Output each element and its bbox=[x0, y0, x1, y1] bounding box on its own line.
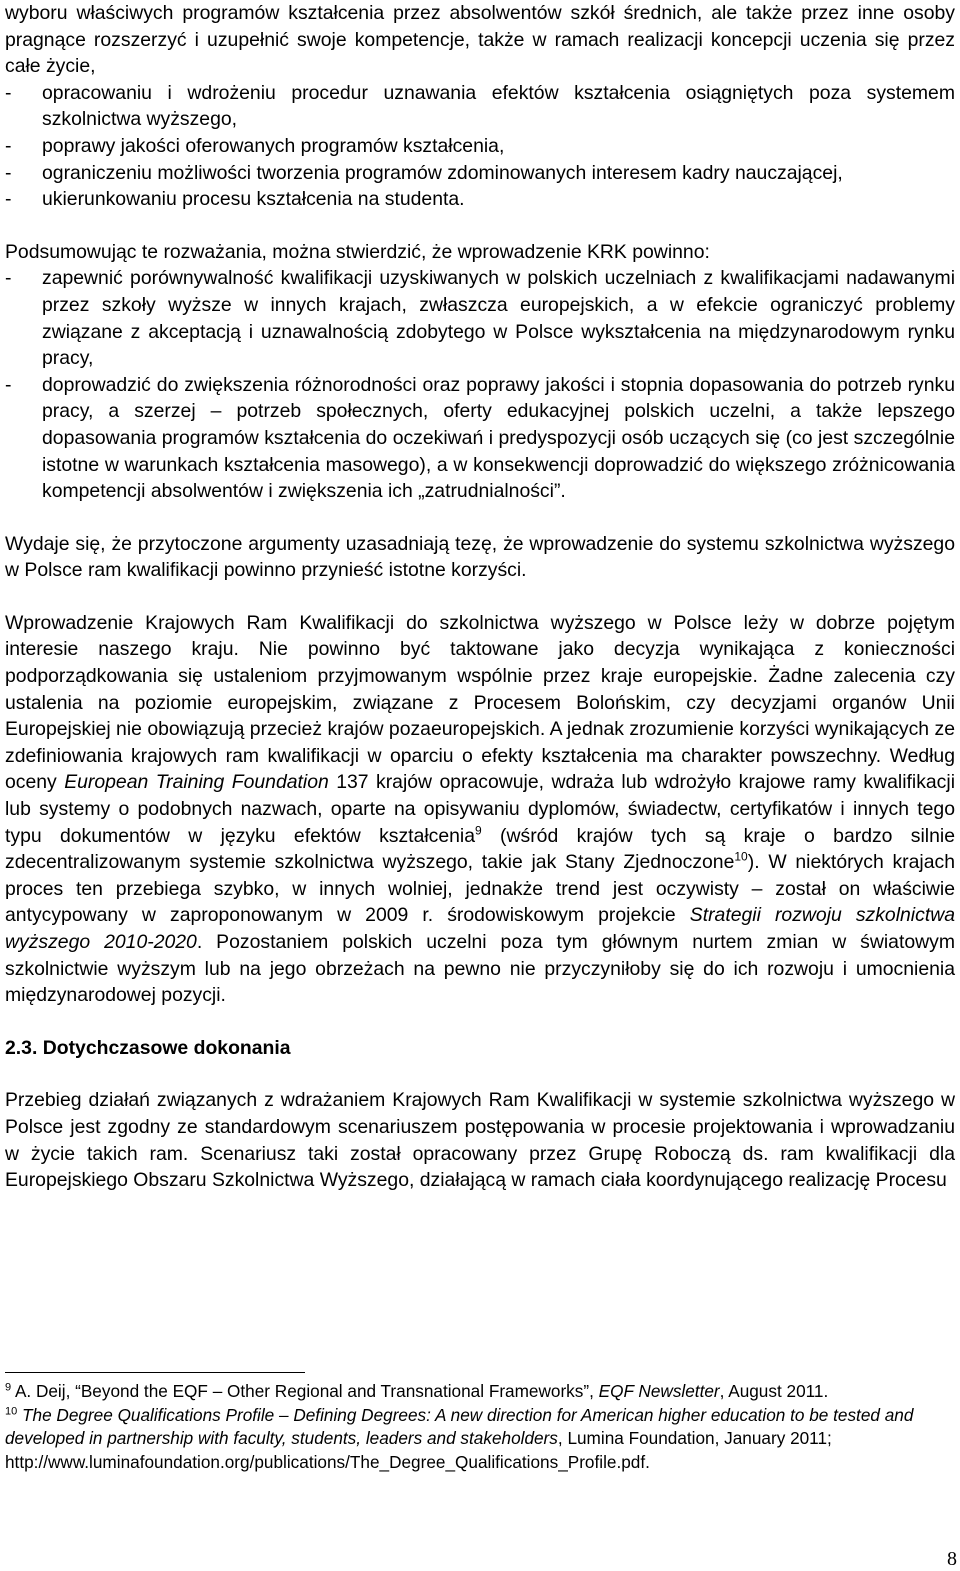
benefit-list bbox=[5, 80, 955, 213]
list-dash: - bbox=[5, 188, 12, 211]
list-item-text: ograniczeniu możliwości tworzenia programów zdominowanych interesem kadry nauczającej, bbox=[42, 161, 843, 184]
spacer bbox=[5, 1009, 955, 1035]
main-text-a: Wprowadzenie Krajowych Ram Kwalifikacji do szkolnictwa wyższego w Polsce leży w dobrze pojętym interesie naszego kraju. Nie powinno być taktowane jako decyzja wynikająca z konieczności podporządkowania się ustaleniom przyjmowanym wspólnie przez kraje europejskie. Żadne zalecenia czy ustalenia na poziomie europejskim, związane z Procesem Bolońskim, czy decyzjami organów Unii Europejskiej nie obowiązują przecież krajów pozaeuropejskich. A jednak zrozumienie korzyści wynikających ze zdefiniowania krajowych ram kwalifikacji w oparciu o efekty kształcenia ma charakter powszechny. Według oceny bbox=[5, 611, 955, 794]
thesis-paragraph: Wydaje się, że przytoczone argumenty uzasadniają tezę, że wprowadzenie do systemu szkolnictwa wyższego w Polsce ram kwalifikacji powinno przynieść istotne korzyści. bbox=[5, 532, 955, 582]
footnote-url[interactable]: http://www.luminafoundation.org/publications/The_Degree_Qualifications_Profile.pdf. bbox=[5, 1451, 650, 1472]
document-page bbox=[5, 0, 955, 1472]
spacer bbox=[5, 584, 955, 610]
section-heading: 2.3. Dotychczasowe dokonania bbox=[5, 1036, 291, 1059]
list-dash: - bbox=[5, 134, 12, 157]
footnote-ref-9[interactable]: 9 bbox=[475, 823, 482, 838]
main-text-d: ). W niektórych krajach proces ten przebiega szybko, w innych wolniej, jednakże trend jest oczywisty – został on właściwie antycypowany w zaproponowanym w 2009 r. środowiskowym projekcie bbox=[5, 851, 955, 927]
summary-intro: Podsumowując te rozważania, można stwierdzić, że wprowadzenie KRK powinno: bbox=[5, 240, 710, 263]
spacer bbox=[5, 505, 955, 531]
list-item-text: poprawy jakości oferowanych programów kształcenia, bbox=[42, 134, 505, 157]
intro-continuation: wyboru właściwych programów kształcenia przez absolwentów szkół średnich, ale także przez inne osoby pragnące rozszerzyć i uzupełnić swoje kompetencje, także w ramach realizacji koncepcji uczenia się przez całe życie, bbox=[5, 2, 955, 78]
list-item bbox=[5, 265, 955, 371]
summary-list bbox=[5, 265, 955, 504]
list-item bbox=[5, 186, 955, 213]
main-text-c: (wśród krajów tych są kraje o bardzo silnie zdecentralizowanym systemie szkolnictwa wyższego, takie jak Stany Zjednoczone bbox=[5, 824, 955, 874]
list-item bbox=[5, 372, 955, 505]
main-text-b: 137 krajów opracowuje, wdraża lub wdrożyło krajowe ramy kwalifikacji lub systemy o podobnych nazwach, oparte na opisywaniu dyplomów, świadectw, certyfikatów i innych tego typu dokumentów w języku efektów kształcenia bbox=[5, 771, 955, 847]
footnote-ref-10[interactable]: 10 bbox=[734, 849, 748, 864]
last-paragraph: Przebieg działań związanych z wdrażaniem Krajowych Ram Kwalifikacji w systemie szkolnictwa wyższego w Polsce jest zgodny ze standardowym scenariuszem postępowania w procesie projektowania i wprowadzaniu w życie takich ram. Scenariusz taki został opracowany przez Grupę Roboczą ds. ram kwalifikacji dla Europejskiego Obszaru Szkolnictwa Wyższego, działającą w ramach ciała koordynującego realizację Procesu bbox=[5, 1089, 955, 1192]
footnote-text: , August 2011. bbox=[719, 1381, 829, 1401]
list-dash: - bbox=[5, 81, 12, 104]
footnote-9 bbox=[5, 1380, 955, 1404]
spacer bbox=[5, 1061, 955, 1087]
list-dash: - bbox=[5, 267, 12, 290]
list-item-text: opracowaniu i wdrożeniu procedur uznawania efektów kształcenia osiągniętych poza systemem szkolnictwa wyższego, bbox=[42, 81, 955, 131]
list-item bbox=[5, 80, 955, 133]
main-paragraph bbox=[5, 610, 955, 1009]
footnote-text: , Lumina Foundation, January 2011; bbox=[557, 1428, 832, 1448]
main-text-e: . Pozostaniem polskich uczelni poza tym głównym nurtem zmian w światowym szkolnictwie wyższym lub na jego obrzeżach na pewno nie przyczyniłoby się do ich rozwoju i umocnienia międzynarodowej pozycji. bbox=[5, 931, 955, 1007]
etf-name: European Training Foundation bbox=[64, 771, 329, 794]
list-item bbox=[5, 160, 955, 187]
page-number: 8 bbox=[947, 1548, 957, 1570]
list-dash: - bbox=[5, 161, 12, 184]
list-item-text: doprowadzić do zwiększenia różnorodności oraz poprawy jakości i stopnia dopasowania do potrzeb rynku pracy, a szerzej – potrzeb społecznych, oferty edukacyjnej polskich uczelni, a także lepszego dopasowania programów kształcenia do oczekiwań i predyspozycji osób uczących się (co jest szczególnie istotne w warunkach kształcenia masowego), a w konsekwencji doprowadzić do większego zróżnicowania kompetencji absolwentów i zwiększenia ich „zatrudnialności”. bbox=[42, 373, 955, 503]
list-item bbox=[5, 133, 955, 160]
footnote-10 bbox=[5, 1404, 955, 1451]
footnote-divider bbox=[5, 1372, 305, 1373]
strategy-title: Strategii rozwoju szkolnictwa wyższego 2010-2020 bbox=[5, 904, 955, 953]
footnote-number: 9 bbox=[5, 1381, 12, 1394]
list-dash: - bbox=[5, 373, 12, 396]
footnote-text: A. Deij, “Beyond the EQF – Other Regional and Transnational Frameworks”, bbox=[11, 1381, 599, 1401]
list-item-text: ukierunkowaniu procesu kształcenia na studenta. bbox=[42, 188, 465, 211]
spacer bbox=[5, 213, 955, 239]
footnote-title: The Degree Qualifications Profile – Defining Degrees: A new direction for American higher education to be tested and developed in partnership with faculty, students, leaders and stakeholders bbox=[5, 1404, 914, 1448]
list-item-text: zapewnić porównywalność kwalifikacji uzyskiwanych w polskich uczelniach z kwalifikacjami nadawanymi przez szkoły wyższe w innych krajach, zwłaszcza europejskich, a w efekcie ograniczyć problemy związane z akceptacją i uznawalnością zdobytego w Polsce wykształcenia na międzynarodowym rynku pracy, bbox=[42, 267, 955, 370]
footnotes bbox=[5, 1380, 955, 1474]
footnote-journal: EQF Newsletter bbox=[598, 1381, 720, 1401]
footnote-number: 10 bbox=[5, 1404, 18, 1417]
